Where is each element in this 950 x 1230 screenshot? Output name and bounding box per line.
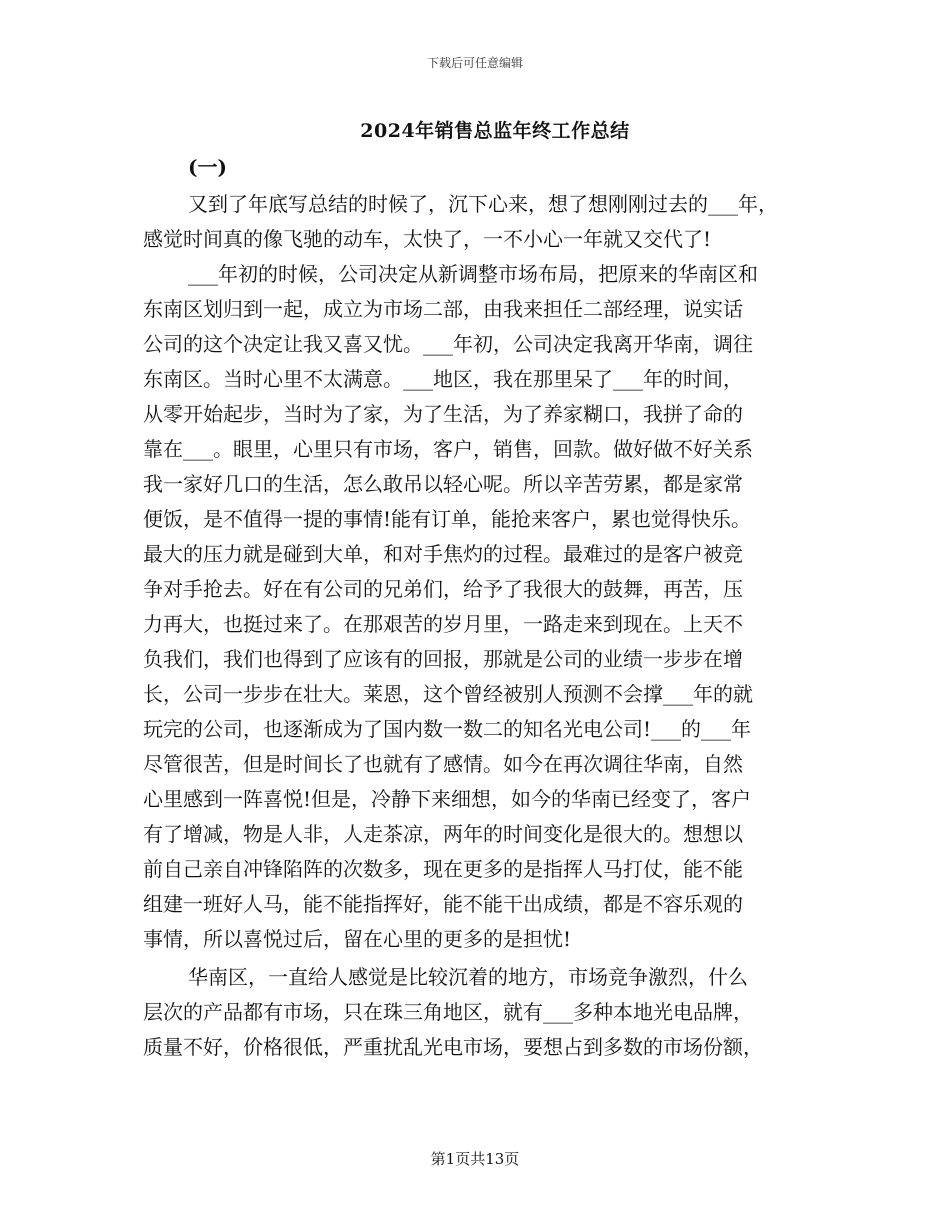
- paragraph-line: ___年初的时候，公司决定从新调整市场布局，把原来的华南区和: [188, 262, 758, 286]
- paragraph-line: 长，公司一步步在壮大。莱恩，这个曾经被别人预测不会撑___年的就: [143, 682, 753, 706]
- header-note: 下载后可任意编辑: [426, 56, 523, 70]
- page-number-footer: 第1页共13页: [430, 1150, 520, 1168]
- paragraph-line: 感觉时间真的像飞驰的动车，太快了，一不小心一年就又交代了!: [143, 227, 712, 251]
- paragraph-line: 事情，所以喜悦过后，留在心里的更多的是担忧!: [143, 927, 572, 951]
- section-label: (一): [188, 155, 227, 179]
- paragraph-line: 东南区划归到一起，成立为市场二部，由我来担任二部经理，说实话: [143, 297, 743, 321]
- paragraph-line: 心里感到一阵喜悦!但是，冷静下来细想，如今的华南已经变了，客户: [143, 787, 752, 811]
- paragraph-line: 质量不好，价格很低，严重扰乱光电市场，要想占到多数的市场份额，: [143, 1035, 763, 1059]
- paragraph-line: 有了增减，物是人非，人走茶凉，两年的时间变化是很大的。想想以: [143, 822, 743, 846]
- paragraph-line: 华南区，一直给人感觉是比较沉着的地方，市场竞争激烈，什么: [188, 965, 748, 989]
- paragraph-line: 层次的产品都有市场，只在珠三角地区，就有___多种本地光电品牌，: [143, 1000, 753, 1024]
- paragraph-line: 力再大，也挺过来了。在那艰苦的岁月里，一路走来到现在。上天不: [143, 612, 743, 636]
- paragraph-line: 争对手抢去。好在有公司的兄弟们，给予了我很大的鼓舞，再苦，压: [143, 577, 743, 601]
- paragraph-line: 靠在___。眼里，心里只有市场，客户，销售，回款。做好做不好关系: [143, 437, 753, 461]
- paragraph-line: 最大的压力就是碰到大单，和对手焦灼的过程。最难过的是客户被竞: [143, 542, 743, 566]
- paragraph-line: 从零开始起步，当时为了家，为了生活，为了养家糊口，我拼了命的: [143, 402, 743, 426]
- document-title: 2024年销售总监年终工作总结: [360, 120, 630, 142]
- paragraph-line: 前自己亲自冲锋陷阵的次数多，现在更多的是指挥人马打仗，能不能: [143, 857, 743, 881]
- paragraph-line: 组建一班好人马，能不能指挥好，能不能干出成绩，都是不容乐观的: [143, 892, 743, 916]
- paragraph-line: 又到了年底写总结的时候了，沉下心来，想了想刚刚过去的___年，: [188, 192, 778, 216]
- paragraph-line: 公司的这个决定让我又喜又忧。___年初，公司决定我离开华南，调往: [143, 332, 753, 356]
- paragraph-line: 东南区。当时心里不太满意。___地区，我在那里呆了___年的时间，: [143, 367, 743, 391]
- paragraph-line: 我一家好几口的生活，怎么敢吊以轻心呢。所以辛苦劳累，都是家常: [143, 472, 743, 496]
- paragraph-line: 玩完的公司，也逐渐成为了国内数一数二的知名光电公司!___的___年: [143, 717, 752, 741]
- paragraph-line: 负我们，我们也得到了应该有的回报，那就是公司的业绩一步步在增: [143, 647, 743, 671]
- paragraph-line: 尽管很苦，但是时间长了也就有了感情。如今在再次调往华南，自然: [143, 752, 743, 776]
- paragraph-line: 便饭，是不值得一提的事情!能有订单，能抢来客户，累也觉得快乐。: [143, 507, 752, 531]
